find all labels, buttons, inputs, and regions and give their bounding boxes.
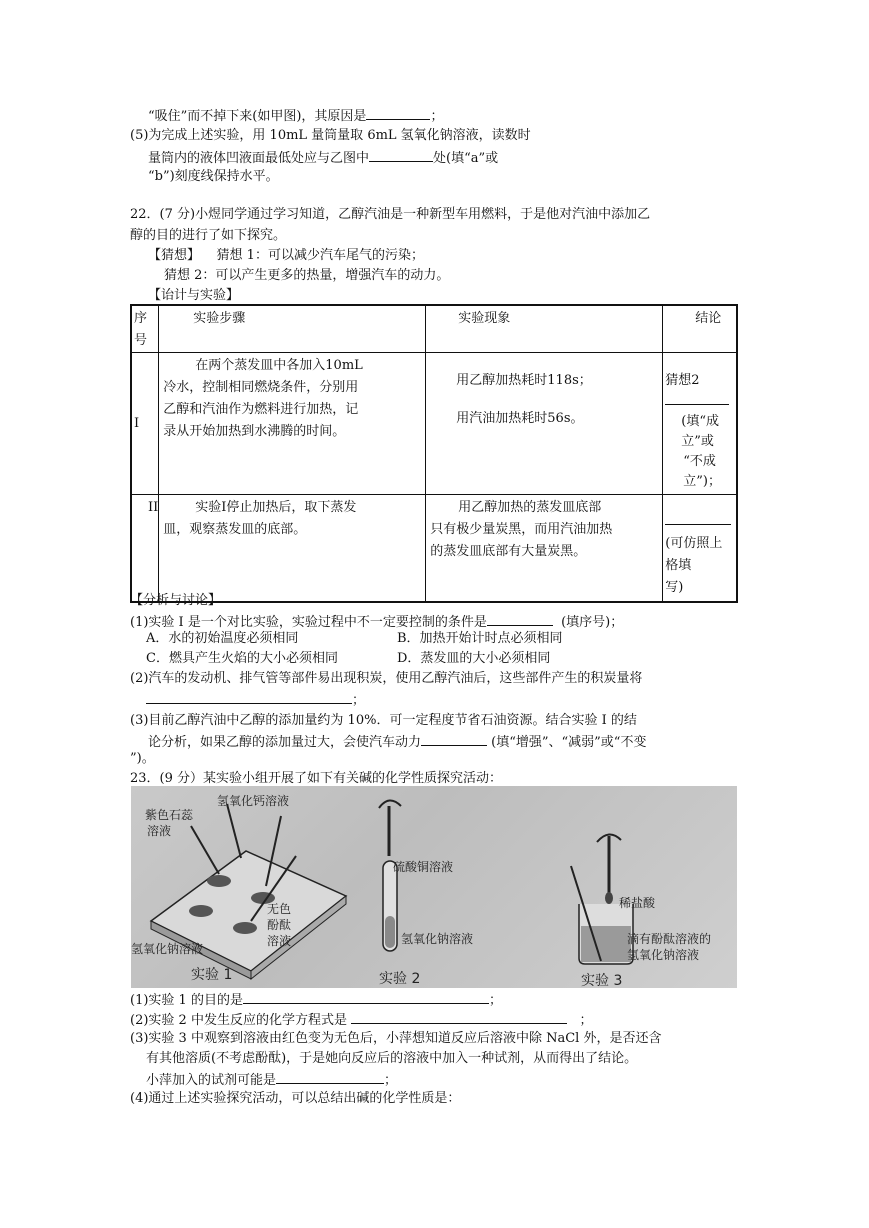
q23-q3-line-1: (3)实验 3 中观察到溶液由红色变为无色后，小萍想知道反应后溶液中除 NaCl 外，是否还含 (130, 1031, 662, 1046)
text: (2)实验 2 中发生反应的化学方程式是 (130, 1013, 347, 1028)
q22-design-heading: 【诒计与实验】 (148, 288, 240, 303)
conclusion-cell (663, 495, 737, 603)
conclusion-cell (663, 353, 737, 495)
row-number: I (131, 353, 159, 495)
step-line: 乙醇和汽油作为燃料进行加热，记 (163, 402, 359, 417)
observation-line: 只有极少量炭黑，而用汽油加热 (430, 522, 613, 537)
header-cell: 实验现象 (426, 305, 663, 353)
observation-cell (426, 495, 663, 603)
steps-cell (159, 353, 426, 495)
q22-a2-blank-line (146, 690, 365, 710)
caption-exp-1: 实验 1 (191, 967, 233, 983)
label-litmus-1: 紫色石蕊 (145, 808, 194, 822)
top-line-1 (148, 106, 443, 126)
text: 猜想 1：可以减少汽车尾气的污染； (216, 248, 424, 263)
answer-blank[interactable] (369, 148, 433, 162)
observation-line: 的蒸发皿底部有大量炭黑。 (430, 544, 587, 559)
q22-analysis-heading: 【分析与讨论】 (130, 593, 222, 608)
header-cell: 序号 (131, 305, 159, 353)
step-line: 在两个蒸发皿中各加入10mL (195, 358, 363, 373)
label-litmus-2: 溶液 (147, 824, 172, 838)
top-line-3 (148, 148, 498, 168)
observation-line: 用乙醇加热的蒸发皿底部 (458, 500, 602, 515)
text: 猜想2 (665, 373, 700, 388)
table-row (131, 495, 737, 603)
observation-line: 用乙醇加热耗时118s； (456, 373, 592, 388)
answer-blank[interactable] (276, 1070, 384, 1084)
label-phenol-naoh-1: 滴有酚酞溶液的 (627, 932, 712, 946)
q23-q2 (130, 1010, 593, 1030)
answer-blank[interactable] (665, 511, 731, 525)
label-phenolphthalein-2: 酚酞 (267, 918, 292, 932)
text: (可仿照上格填 (665, 536, 723, 573)
text: ； (352, 693, 366, 708)
label-caoh-solution: 氢氧化钙溶液 (217, 794, 290, 808)
label-phenol-naoh-2: 氢氧化钠溶液 (627, 948, 700, 962)
q22-a2: (2)汽车的发动机、排气管等部件易出现积炭，使用乙醇汽油后，这些部件产生的积炭量将 (130, 671, 643, 686)
label-phenolphthalein-1: 无色 (267, 902, 292, 916)
row-number: II (131, 495, 159, 603)
text: “不成立”)； (683, 454, 721, 489)
label-naoh-exp2: 氢氧化钠溶液 (401, 932, 474, 946)
q22-a3-line-1: (3)目前乙醇汽油中乙醇的添加量约为 10%．可一定程度节省石油资源。结合实验 I 的结 (130, 713, 637, 728)
text: 小萍加入的试剂可能是 (146, 1073, 277, 1088)
q22-intro-1: 22．(7 分)小煜同学通过学习知道，乙醇汽油是一种新型车用燃料，于是他对汽油中添加乙 (130, 207, 651, 222)
experiment-photo (131, 786, 737, 988)
q23-q4: (4)通过上述实验探究活动，可以总结出碱的化学性质是： (130, 1091, 461, 1106)
observation-line: 用汽油加热耗时56s。 (456, 411, 584, 426)
q22-option-a: A．水的初始温度必须相同 (146, 631, 299, 646)
text: 论分析，如果乙醇的添加量过大，会使汽车动力 (148, 735, 422, 750)
q23-q3-line-2: 有其他溶质(不考虑酚酞)，于是她向反应后的溶液中加入一种试剂，从而得出了结论。 (146, 1051, 638, 1066)
answer-blank[interactable] (665, 391, 729, 405)
q22-guess-1 (148, 247, 424, 265)
experiment-table (130, 304, 738, 603)
step-line: 皿，观察蒸发皿的底部。 (163, 522, 307, 537)
text: (1)实验 I 是一个对比实验，实验过程中不一定要控制的条件是 (130, 615, 487, 630)
text: (填“增强”、“减弱”或“不变 (491, 735, 647, 750)
q22-guess-2: 猜想 2：可以产生更多的热量，增强汽车的动力。 (164, 268, 450, 283)
q23-q3-line-3 (146, 1070, 397, 1090)
q22-option-b: B．加热开始计时点必须相同 (397, 631, 563, 646)
caption-exp-2: 实验 2 (379, 971, 421, 987)
top-line-2: (5)为完成上述实验，用 10mL 量筒量取 6mL 氢氧化钠溶液，读数时 (130, 128, 531, 143)
answer-blank[interactable] (421, 732, 487, 746)
text: ； (579, 1013, 593, 1028)
text: 写) (665, 580, 684, 595)
header-cell: 实验步骤 (159, 305, 426, 353)
text: ； (488, 993, 502, 1008)
steps-cell (159, 495, 426, 603)
text: (1)实验 1 的目的是 (130, 993, 243, 1008)
observation-cell (426, 353, 663, 495)
q22-intro-2: 醇的目的进行了如下探究。 (130, 228, 287, 243)
answer-blank[interactable] (366, 106, 430, 120)
q22-a3-line-2 (148, 732, 646, 752)
section-heading: 【猜想】 (148, 248, 201, 263)
q22-a1 (130, 612, 623, 632)
top-line-4: “b”)刻度线保持水平。 (148, 169, 279, 184)
header-cell: 结论 (663, 305, 737, 353)
text: (填“成立”或 (681, 414, 719, 449)
step-line: 录从开始加热到水沸腾的时间。 (163, 424, 346, 439)
text: “吸住”而不掉下来(如甲图)，其原因是 (148, 109, 367, 124)
table-row (131, 353, 737, 495)
text: ； (430, 109, 444, 124)
step-line: 冷水，控制相同燃烧条件，分别用 (163, 380, 359, 395)
answer-blank[interactable] (487, 612, 553, 626)
label-cuso4: 硫酸铜溶液 (393, 860, 454, 874)
q22-option-c: C．燃具产生火焰的大小必须相同 (146, 651, 338, 666)
label-naoh-exp1: 氢氧化钠溶液 (131, 942, 204, 956)
answer-blank[interactable] (351, 1010, 567, 1024)
answer-blank[interactable] (243, 990, 489, 1004)
text: 处(填“a”或 (433, 151, 499, 166)
answer-blank[interactable] (146, 690, 352, 704)
caption-exp-3: 实验 3 (581, 973, 623, 988)
q23-intro: 23．(9 分）某实验小组开展了如下有关碱的化学性质探究活动： (130, 771, 503, 786)
table-header-row (131, 305, 737, 353)
text: 量筒内的液体凹液面最低处应与乙图中 (148, 151, 370, 166)
q22-option-d: D．蒸发皿的大小必须相同 (397, 651, 551, 666)
label-phenolphthalein-3: 溶液 (267, 934, 292, 948)
text: ； (384, 1073, 398, 1088)
q22-a3-line-3: ”)。 (130, 751, 155, 766)
q23-q1 (130, 990, 502, 1010)
step-line: 实验Ⅰ停止加热后，取下蒸发 (195, 500, 357, 515)
text: (填序号)； (561, 615, 624, 630)
label-hcl: 稀盐酸 (619, 896, 656, 910)
